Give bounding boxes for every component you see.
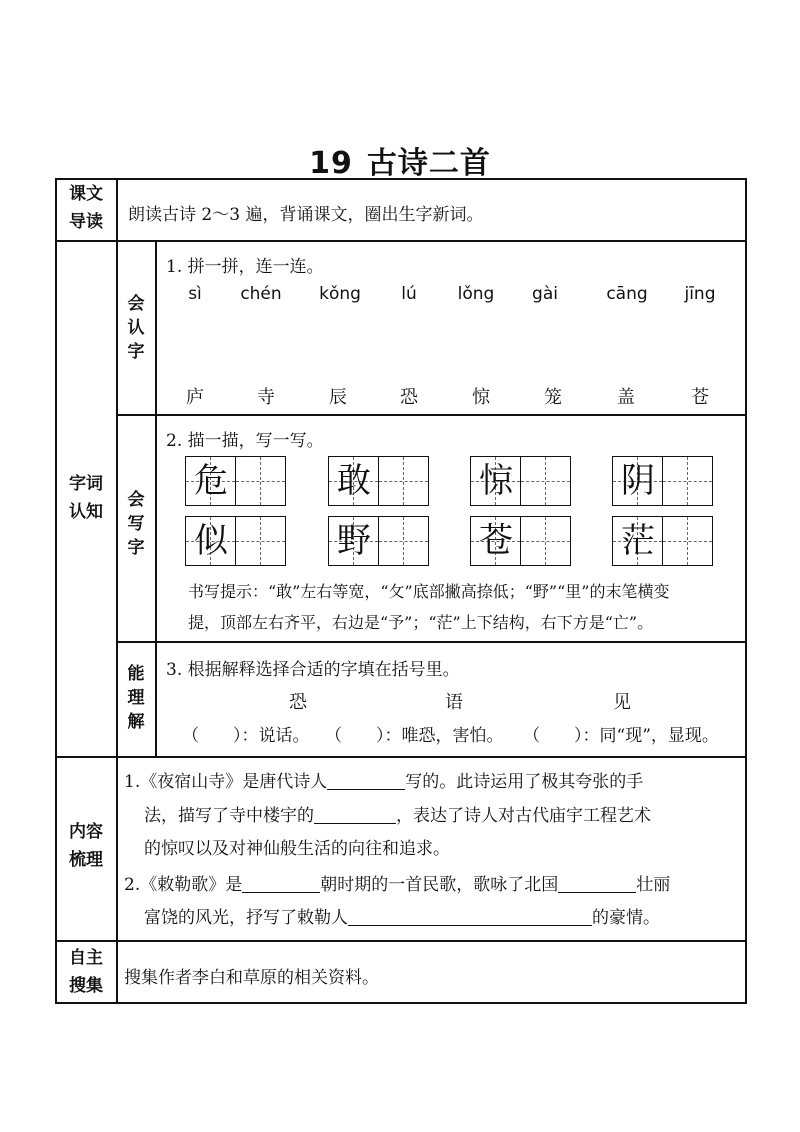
char-item: 辰 bbox=[329, 387, 347, 408]
recognize-label: 会认字 bbox=[127, 294, 145, 362]
subrow-divider bbox=[116, 414, 747, 416]
definition-item: （ ）：唯恐，害怕。 bbox=[325, 726, 504, 746]
pinyin-item: lú bbox=[401, 284, 417, 304]
row-divider bbox=[55, 240, 747, 242]
trace-char: 茫 bbox=[621, 521, 655, 561]
char-item: 庐 bbox=[186, 387, 204, 408]
answer-blank[interactable] bbox=[558, 874, 636, 893]
collect-text: 搜集作者李白和草原的相关资料。 bbox=[124, 968, 379, 988]
content-text: 富饶的风光，抒写了敕勒人 bbox=[144, 908, 348, 928]
answer-blank[interactable] bbox=[314, 805, 396, 824]
char-item: 惊 bbox=[472, 387, 490, 408]
content-text: 1.《夜宿山寺》是唐代诗人 bbox=[124, 772, 328, 792]
subrow-divider bbox=[116, 641, 747, 643]
content-line bbox=[144, 900, 660, 936]
trace-char: 野 bbox=[337, 521, 371, 561]
char-item: 笼 bbox=[544, 387, 562, 408]
words-label: 字词 认知 bbox=[69, 474, 103, 522]
content-line bbox=[144, 798, 651, 834]
understand-instruction: 3. 根据解释选择合适的字填在括号里。 bbox=[166, 660, 460, 680]
understand-label: 能理解 bbox=[127, 664, 145, 732]
tianzige-box[interactable] bbox=[328, 456, 429, 506]
content-text: 法，描写了寺中楼宇的 bbox=[144, 806, 314, 826]
tianzige-box[interactable] bbox=[328, 516, 429, 566]
char-item: 寺 bbox=[257, 387, 275, 408]
trace-char: 阴 bbox=[621, 461, 655, 501]
trace-char: 苍 bbox=[479, 521, 513, 561]
content-text: 朝时期的一首民歌，歌咏了北国 bbox=[320, 875, 559, 895]
content-text: ，表达了诗人对古代庙宇工程艺术 bbox=[396, 806, 651, 826]
char-item: 苍 bbox=[691, 387, 709, 408]
tianzige-box[interactable] bbox=[612, 456, 713, 506]
tianzige-box[interactable] bbox=[470, 456, 571, 506]
tianzige-box[interactable] bbox=[185, 456, 286, 506]
recognize-instruction: 1. 拼一拼，连一连。 bbox=[166, 257, 324, 277]
pinyin-item: lǒng bbox=[457, 284, 495, 304]
tianzige-box[interactable] bbox=[185, 516, 286, 566]
pinyin-item: chén bbox=[240, 284, 282, 304]
content-text: 壮丽 bbox=[636, 875, 671, 895]
sublabel-column-divider bbox=[155, 240, 157, 757]
content-line bbox=[124, 764, 643, 800]
definition-item: （ ）：说话。 bbox=[182, 726, 310, 746]
write-label: 会写字 bbox=[127, 490, 145, 558]
option-char: 见 bbox=[613, 692, 631, 713]
trace-char: 危 bbox=[194, 461, 228, 501]
lesson-number: 19 bbox=[309, 146, 353, 181]
content-line bbox=[144, 831, 450, 867]
pinyin-item: gài bbox=[532, 284, 558, 304]
tianzige-box[interactable] bbox=[612, 516, 713, 566]
row-divider bbox=[55, 940, 747, 942]
write-instruction: 2. 描一描，写一写。 bbox=[166, 431, 324, 451]
pinyin-item: cāng bbox=[606, 284, 648, 304]
label-column-divider bbox=[116, 178, 118, 1004]
tianzige-box[interactable] bbox=[470, 516, 571, 566]
trace-char: 敢 bbox=[337, 461, 371, 501]
content-text: 2.《敕勒歌》是 bbox=[124, 875, 243, 895]
pinyin-item: jīng bbox=[684, 284, 716, 304]
option-char: 语 bbox=[445, 692, 463, 713]
intro-text: 朗读古诗 2～3 遍，背诵课文，圈出生字新词。 bbox=[128, 205, 484, 225]
option-char: 恐 bbox=[289, 692, 307, 713]
definition-item: （ ）：同“现”，显现。 bbox=[523, 726, 719, 746]
intro-label: 课文 导读 bbox=[69, 184, 103, 232]
trace-char: 似 bbox=[194, 521, 228, 561]
content-line bbox=[124, 867, 670, 903]
answer-blank[interactable] bbox=[348, 907, 592, 926]
answer-blank[interactable] bbox=[242, 874, 320, 893]
row-divider bbox=[55, 756, 747, 758]
content-text: 的豪情。 bbox=[592, 908, 660, 928]
page-title bbox=[0, 138, 800, 182]
char-item: 盖 bbox=[617, 387, 635, 408]
collect-label: 自主 搜集 bbox=[69, 948, 103, 996]
content-text: 写的。此诗运用了极其夸张的手 bbox=[405, 772, 644, 792]
content-text: 的惊叹以及对神仙般生活的向往和追求。 bbox=[144, 839, 450, 859]
pinyin-item: kǒng bbox=[319, 284, 361, 304]
char-item: 恐 bbox=[400, 387, 418, 408]
writing-tip-line1: 书写提示：“敢”左右等宽，“攵”底部撇高捺低；“野”“里”的末笔横变 bbox=[188, 582, 670, 601]
lesson-title: 古诗二首 bbox=[366, 146, 491, 181]
answer-blank[interactable] bbox=[327, 771, 405, 790]
writing-tip-line2: 提，顶部左右齐平，右边是“予”；“茫”上下结构，右下方是“亡”。 bbox=[188, 613, 654, 632]
trace-char: 惊 bbox=[479, 461, 513, 501]
pinyin-item: sì bbox=[188, 284, 202, 304]
content-label: 内容 梳理 bbox=[69, 822, 103, 870]
